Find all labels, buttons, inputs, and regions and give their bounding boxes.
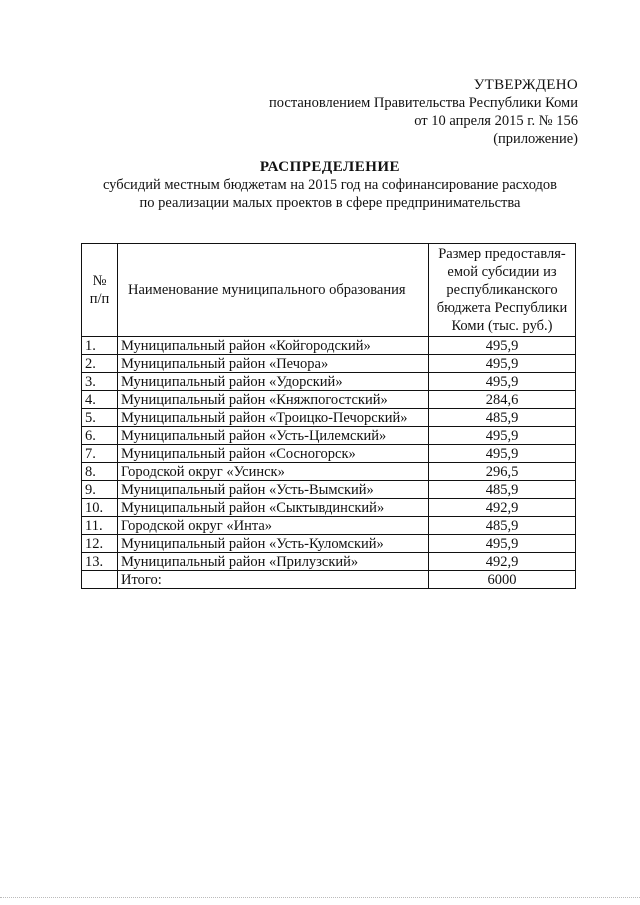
- row-municipality: Муниципальный район «Усть-Куломский»: [118, 535, 429, 553]
- row-municipality: Городской округ «Усинск»: [118, 463, 429, 481]
- header-number-abbr: п/п: [89, 291, 110, 307]
- header-municipality: Наименование муниципального образования: [118, 244, 429, 337]
- document-subtitle-line-1: субсидий местным бюджетам на 2015 год на софинансирование расходов: [102, 177, 558, 193]
- row-amount: 495,9: [429, 445, 576, 463]
- row-amount: 495,9: [429, 355, 576, 373]
- header-amount-line-5: Коми (тыс. руб.): [451, 318, 553, 334]
- table-row: [82, 553, 576, 571]
- row-municipality: Городской округ «Инта»: [118, 517, 429, 535]
- row-municipality: Муниципальный район «Усть-Вымский»: [118, 481, 429, 499]
- row-amount: 485,9: [429, 517, 576, 535]
- row-number: 9.: [82, 481, 118, 499]
- row-number: 3.: [82, 373, 118, 391]
- table-row: [82, 499, 576, 517]
- table-row: [82, 337, 576, 355]
- table-row: [82, 355, 576, 373]
- table-row: [82, 391, 576, 409]
- table-row: [82, 445, 576, 463]
- document-heading: [60, 158, 600, 212]
- row-municipality: Муниципальный район «Удорский»: [118, 373, 429, 391]
- approval-appendix-note: (приложение): [493, 131, 578, 147]
- row-number: 5.: [82, 409, 118, 427]
- row-municipality: Муниципальный район «Койгородский»: [118, 337, 429, 355]
- total-number: [82, 571, 118, 589]
- row-number: 10.: [82, 499, 118, 517]
- row-amount: 485,9: [429, 481, 576, 499]
- row-municipality: Муниципальный район «Усть-Цилемский»: [118, 427, 429, 445]
- row-amount: 485,9: [429, 409, 576, 427]
- row-amount: 284,6: [429, 391, 576, 409]
- header-number-symbol: №: [92, 273, 107, 289]
- header-number: [82, 244, 118, 337]
- table-row: [82, 463, 576, 481]
- table-row: [82, 427, 576, 445]
- table-row: [82, 517, 576, 535]
- row-municipality: Муниципальный район «Княжпогостский»: [118, 391, 429, 409]
- row-amount: 492,9: [429, 553, 576, 571]
- table-row: [82, 535, 576, 553]
- total-amount: 6000: [429, 571, 576, 589]
- page-bottom-edge: [0, 897, 640, 898]
- row-number: 11.: [82, 517, 118, 535]
- row-number: 8.: [82, 463, 118, 481]
- table-row: [82, 409, 576, 427]
- approval-authority: постановлением Правительства Республики Коми: [269, 95, 578, 111]
- row-amount: 296,5: [429, 463, 576, 481]
- approval-date-number: от 10 апреля 2015 г. № 156: [414, 113, 578, 129]
- row-municipality: Муниципальный район «Сосногорск»: [118, 445, 429, 463]
- row-amount: 495,9: [429, 427, 576, 445]
- row-municipality: Муниципальный район «Печора»: [118, 355, 429, 373]
- approval-block: [269, 76, 578, 148]
- row-number: 6.: [82, 427, 118, 445]
- header-amount-line-2: емой субсидии из: [447, 264, 557, 280]
- header-amount-line-4: бюджета Республики: [436, 300, 568, 316]
- table-row: [82, 373, 576, 391]
- table-row: [82, 481, 576, 499]
- subsidy-table: [81, 243, 576, 589]
- row-amount: 492,9: [429, 499, 576, 517]
- row-number: 1.: [82, 337, 118, 355]
- row-municipality: Муниципальный район «Троицко-Печорский»: [118, 409, 429, 427]
- row-number: 7.: [82, 445, 118, 463]
- row-number: 4.: [82, 391, 118, 409]
- document-title: РАСПРЕДЕЛЕНИЕ: [259, 159, 401, 175]
- document-subtitle-line-2: по реализации малых проектов в сфере предпринимательства: [139, 195, 521, 211]
- row-amount: 495,9: [429, 535, 576, 553]
- table-total-row: [82, 571, 576, 589]
- total-label: Итого:: [118, 571, 429, 589]
- header-amount-line-1: Размер предоставля-: [438, 246, 566, 262]
- row-number: 12.: [82, 535, 118, 553]
- table-header-row: [82, 244, 576, 337]
- row-municipality: Муниципальный район «Сыктывдинский»: [118, 499, 429, 517]
- header-amount-line-3: республиканского: [446, 282, 558, 298]
- approval-title: УТВЕРЖДЕНО: [473, 77, 578, 93]
- row-municipality: Муниципальный район «Прилузский»: [118, 553, 429, 571]
- header-amount: [429, 244, 576, 337]
- row-amount: 495,9: [429, 373, 576, 391]
- row-number: 13.: [82, 553, 118, 571]
- row-amount: 495,9: [429, 337, 576, 355]
- row-number: 2.: [82, 355, 118, 373]
